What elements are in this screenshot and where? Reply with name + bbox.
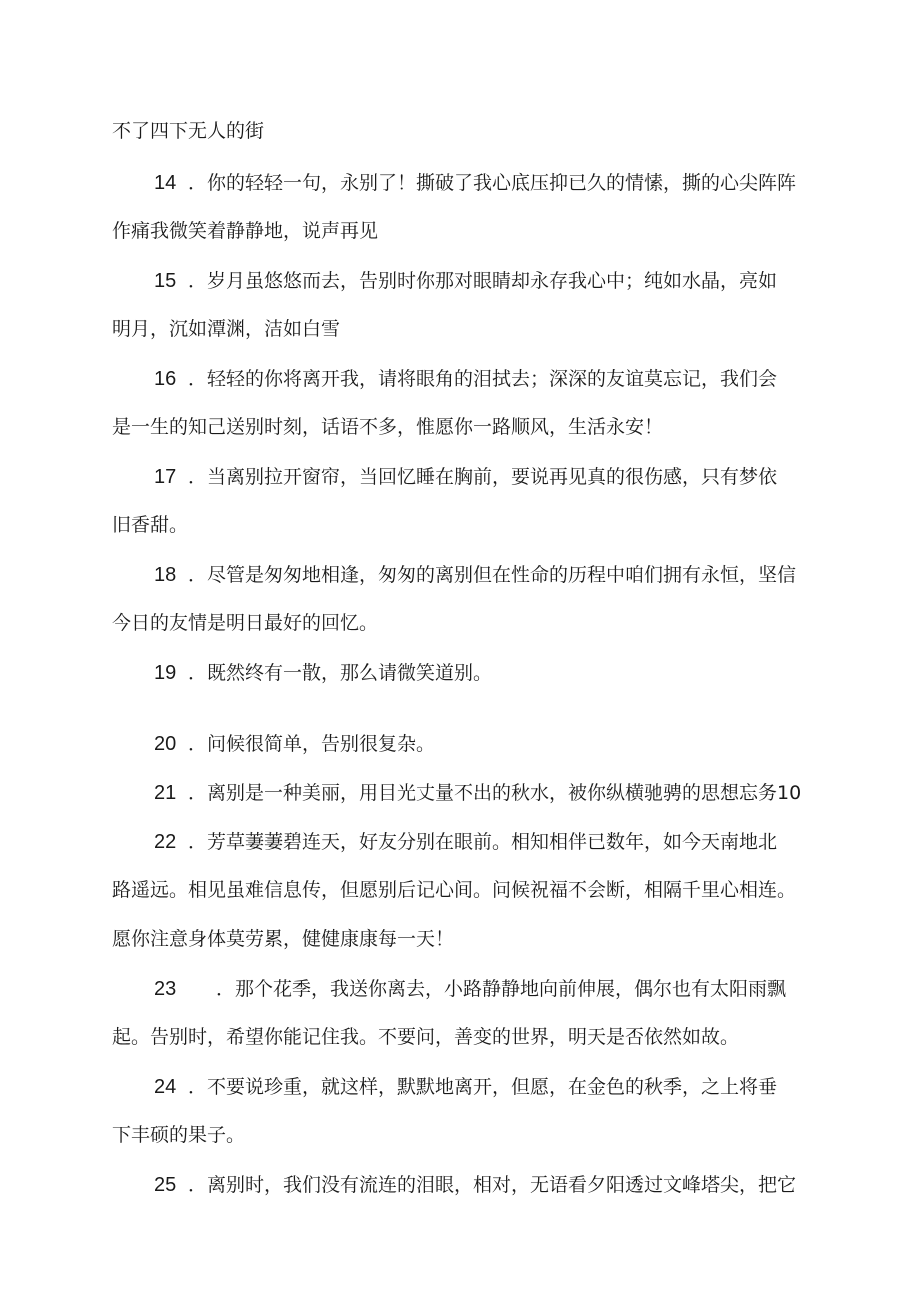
list-item-24-line-1 <box>154 1074 777 1100</box>
item-text: ．尽管是匆匆地相逢，匆匆的离别但在性命的历程中咱们拥有永恒，坚信 <box>188 564 797 586</box>
list-item-24-line-2: 下丰硕的果子。 <box>112 1124 246 1146</box>
item-text: ．芳草萋萋碧连天，好友分别在眼前。相知相伴已数年，如今天南地北 <box>188 831 778 853</box>
item-text: ．离别时，我们没有流连的泪眼，相对，无语看夕阳透过文峰塔尖，把它 <box>188 1174 797 1196</box>
list-item-17-line-2: 旧香甜。 <box>112 514 189 536</box>
item-number: 25 <box>154 1174 177 1196</box>
list-item-16-line-2: 是一生的知己送别时刻，话语不多，惟愿你一路顺风，生活永安！ <box>112 416 664 438</box>
list-item-22-line-3: 愿你注意身体莫劳累，健健康康每一天！ <box>112 928 455 950</box>
list-item-14-line-2: 作痛我微笑着静静地，说声再见 <box>112 220 379 242</box>
list-item-18-line-1 <box>154 562 796 588</box>
list-item-20-line-1 <box>154 731 435 757</box>
item-number: 20 <box>154 733 177 755</box>
list-item-16-line-1 <box>154 366 777 392</box>
item-number: 18 <box>154 564 177 586</box>
item-text: ．当离别拉开窗帘，当回忆睡在胸前，要说再见真的很伤感，只有梦依 <box>188 466 778 488</box>
item-text: ．既然终有一散，那么请微笑道别。 <box>188 662 493 684</box>
list-item-15-line-1 <box>154 268 777 294</box>
item-number: 22 <box>154 831 177 853</box>
item-number: 14 <box>154 172 177 194</box>
item-text: ．不要说珍重，就这样，默默地离开，但愿，在金色的秋季，之上将垂 <box>188 1076 778 1098</box>
item-text: ．离别是一种美丽，用目光丈量不出的秋水，被你纵横驰骋的思想忘务10 <box>188 782 802 804</box>
item-text: ．轻轻的你将离开我，请将眼角的泪拭去；深深的友谊莫忘记，我们会 <box>188 368 778 390</box>
item-text: ．问候很简单，告别很复杂。 <box>188 733 436 755</box>
item-number: 17 <box>154 466 177 488</box>
list-item-14-line-1 <box>154 170 796 196</box>
list-item-25-line-1 <box>154 1172 796 1198</box>
list-item-22-line-1 <box>154 829 777 855</box>
list-item-21-line-1 <box>154 780 801 806</box>
item-text: ．你的轻轻一句，永别了！撕破了我心底压抑已久的情愫，撕的心尖阵阵 <box>188 172 797 194</box>
item-text: ．岁月虽悠悠而去，告别时你那对眼睛却永存我心中；纯如水晶，亮如 <box>188 270 778 292</box>
list-item-15-line-2: 明月，沉如潭渊，洁如白雪 <box>112 318 341 340</box>
list-item-18-line-2: 今日的友情是明日最好的回忆。 <box>112 612 379 634</box>
item-number: 24 <box>154 1076 177 1098</box>
item-number: 15 <box>154 270 177 292</box>
list-item-22-line-2: 路遥远。相见虽难信息传，但愿别后记心间。问候祝福不会断，相隔千里心相连。 <box>112 879 797 901</box>
item-number: 23 <box>154 978 177 1000</box>
list-item-23-line-1 <box>154 976 786 1002</box>
list-item-19-line-1 <box>154 660 492 686</box>
item-number: 16 <box>154 368 177 390</box>
continuation-line: 不了四下无人的街 <box>112 120 265 142</box>
item-number: 19 <box>154 662 177 684</box>
list-item-17-line-1 <box>154 464 777 490</box>
item-text: ．那个花季，我送你离去，小路静静地向前伸展，偶尔也有太阳雨飘 <box>216 978 787 1000</box>
item-number: 21 <box>154 782 177 804</box>
list-item-23-line-2: 起。告别时，希望你能记住我。不要问，善变的世界，明天是否依然如故。 <box>112 1026 740 1048</box>
